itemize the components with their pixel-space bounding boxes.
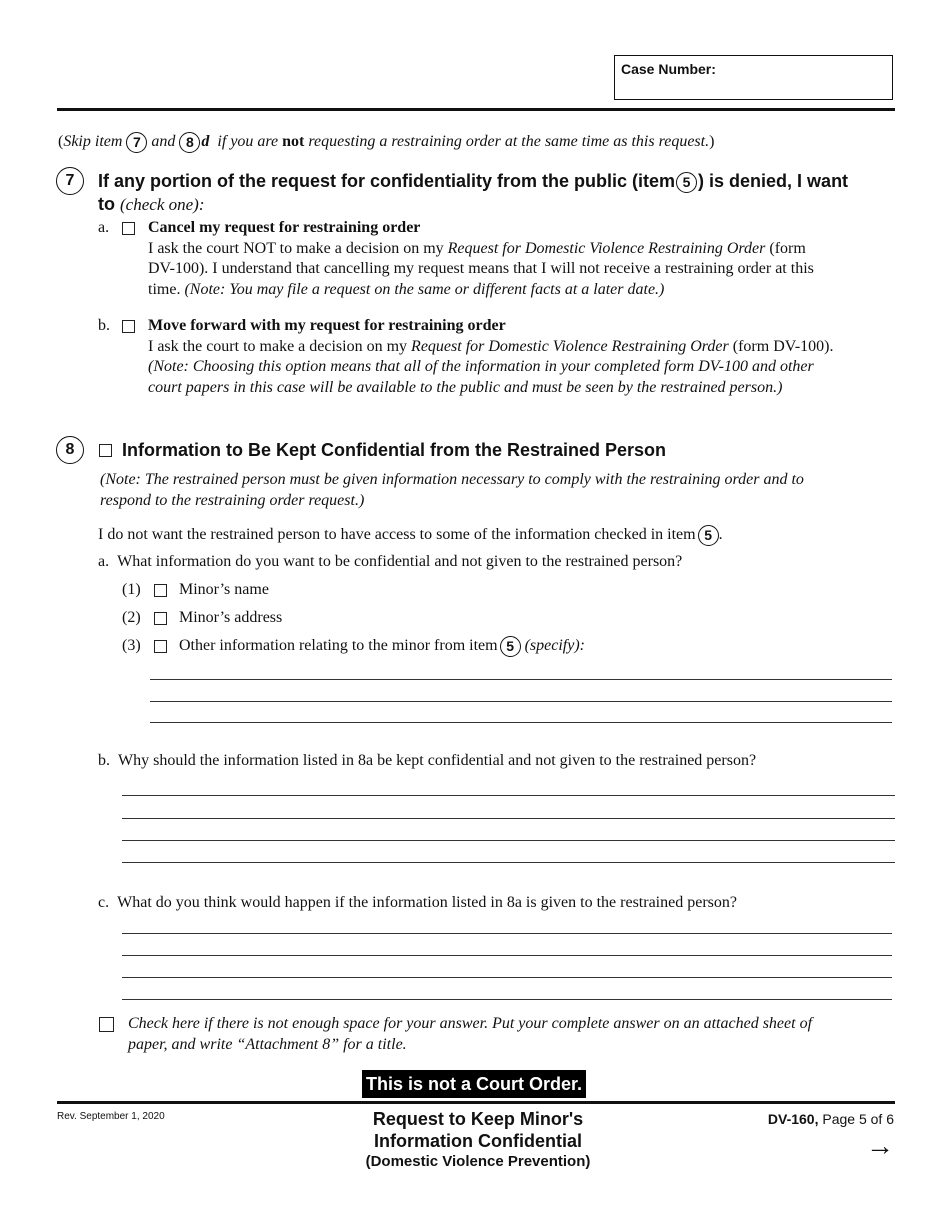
revision-date: Rev. September 1, 2020 <box>57 1111 165 1122</box>
other-info-checkbox[interactable] <box>154 640 167 653</box>
answer-line[interactable] <box>122 955 892 956</box>
attachment-note: Check here if there is not enough space for your answer. Put your complete answer on an attached sheet of paper, and write “Attachment 8” for a title. <box>128 1015 813 1053</box>
answer-line[interactable] <box>150 679 892 680</box>
item-8-number: 8 <box>56 436 84 464</box>
case-number-label: Case Number: <box>621 61 716 77</box>
attachment-checkbox[interactable] <box>99 1017 114 1032</box>
answer-line[interactable] <box>150 701 892 702</box>
item-7-number: 7 <box>56 167 84 195</box>
option-1-num: (1) <box>122 581 141 598</box>
page-info <box>768 1111 894 1127</box>
not-court-order-banner: This is not a Court Order. <box>362 1070 586 1098</box>
item-8-checkbox[interactable] <box>99 444 112 457</box>
item-7-heading: If any portion of the request for confidentiality from the public (item 5 ) is denied, I want to (check one): <box>98 171 849 214</box>
answer-line[interactable] <box>122 977 892 978</box>
item-8a-question: a. What information do you want to be confidential and not given to the restrained person? <box>98 553 683 570</box>
skip-note: (Skip item 7 and 8 d if you are not requesting a restraining order at the same time as this request.) <box>58 132 714 153</box>
item-7a-letter: a. <box>98 219 110 236</box>
item-5-ref-circle: 5 <box>500 636 521 657</box>
answer-line[interactable] <box>122 818 895 819</box>
form-title-line-2: Information Confidential <box>374 1131 582 1151</box>
answer-line[interactable] <box>122 795 895 796</box>
minor-name-checkbox[interactable] <box>154 584 167 597</box>
option-1-label: Minor’s name <box>179 581 269 598</box>
option-3-num: (3) <box>122 637 141 654</box>
item-7a-title: Cancel my request for restraining order <box>148 219 421 236</box>
item-8-ref-circle: 8 <box>179 132 200 153</box>
answer-line[interactable] <box>122 840 895 841</box>
item-8-heading: Information to Be Kept Confidential from the Restrained Person <box>122 440 667 460</box>
answer-line[interactable] <box>122 862 895 863</box>
item-7-ref-circle: 7 <box>126 132 147 153</box>
cancel-request-checkbox[interactable] <box>122 222 135 235</box>
item-7a-body: Cancel my request for restraining order I ask the court NOT to make a decision on my Request for Domestic Violence Restraining Order (form DV-100). I understand that cancelling my request means that I will not receive a restraining order at this time. (Note: You may file a request on the same or different facts at a later date.) <box>148 218 893 300</box>
item-7b-title: Move forward with my request for restraining order <box>148 317 506 334</box>
case-number-box[interactable] <box>614 55 893 100</box>
option-2-label: Minor’s address <box>179 609 283 626</box>
minor-address-checkbox[interactable] <box>154 612 167 625</box>
item-5-ref-circle: 5 <box>698 525 719 546</box>
item-5-ref-circle: 5 <box>676 172 697 193</box>
option-2-num: (2) <box>122 609 141 626</box>
next-page-arrow-icon[interactable]: → <box>866 1130 894 1161</box>
item-8b-question: b. Why should the information listed in 8a be kept confidential and not given to the restrained person? <box>98 752 757 769</box>
answer-line[interactable] <box>122 933 892 934</box>
form-subtitle: (Domestic Violence Prevention) <box>365 1153 591 1170</box>
answer-line[interactable] <box>122 999 892 1000</box>
footer-rule <box>57 1101 895 1104</box>
form-title-line-1: Request to Keep Minor's <box>372 1109 584 1129</box>
item-8c-question: c. What do you think would happen if the information listed in 8a is given to the restrained person? <box>98 894 737 911</box>
item-8-intro: I do not want the restrained person to have access to some of the information checked in item 5 . <box>98 525 723 546</box>
page-number: Page 5 of 6 <box>822 1111 894 1127</box>
item-7b-body: Move forward with my request for restraining order I ask the court to make a decision on my Request for Domestic Violence Restraining Order (form DV-100). (Note: Choosing this option means that all of the information in your completed form DV-100 and other court papers in this case will be available to the public and must be seen by the restrained person.) <box>148 316 893 398</box>
form-title <box>300 1108 656 1172</box>
item-8-note: (Note: The restrained person must be given information necessary to comply with the restraining order and to respond to the restraining order request.) <box>100 471 804 509</box>
form-id: DV-160, <box>767 1111 819 1127</box>
answer-line[interactable] <box>150 722 892 723</box>
option-3-label: Other information relating to the minor from item 5 (specify): <box>179 636 585 657</box>
move-forward-checkbox[interactable] <box>122 320 135 333</box>
header-rule <box>57 108 895 111</box>
item-7b-letter: b. <box>98 317 110 334</box>
